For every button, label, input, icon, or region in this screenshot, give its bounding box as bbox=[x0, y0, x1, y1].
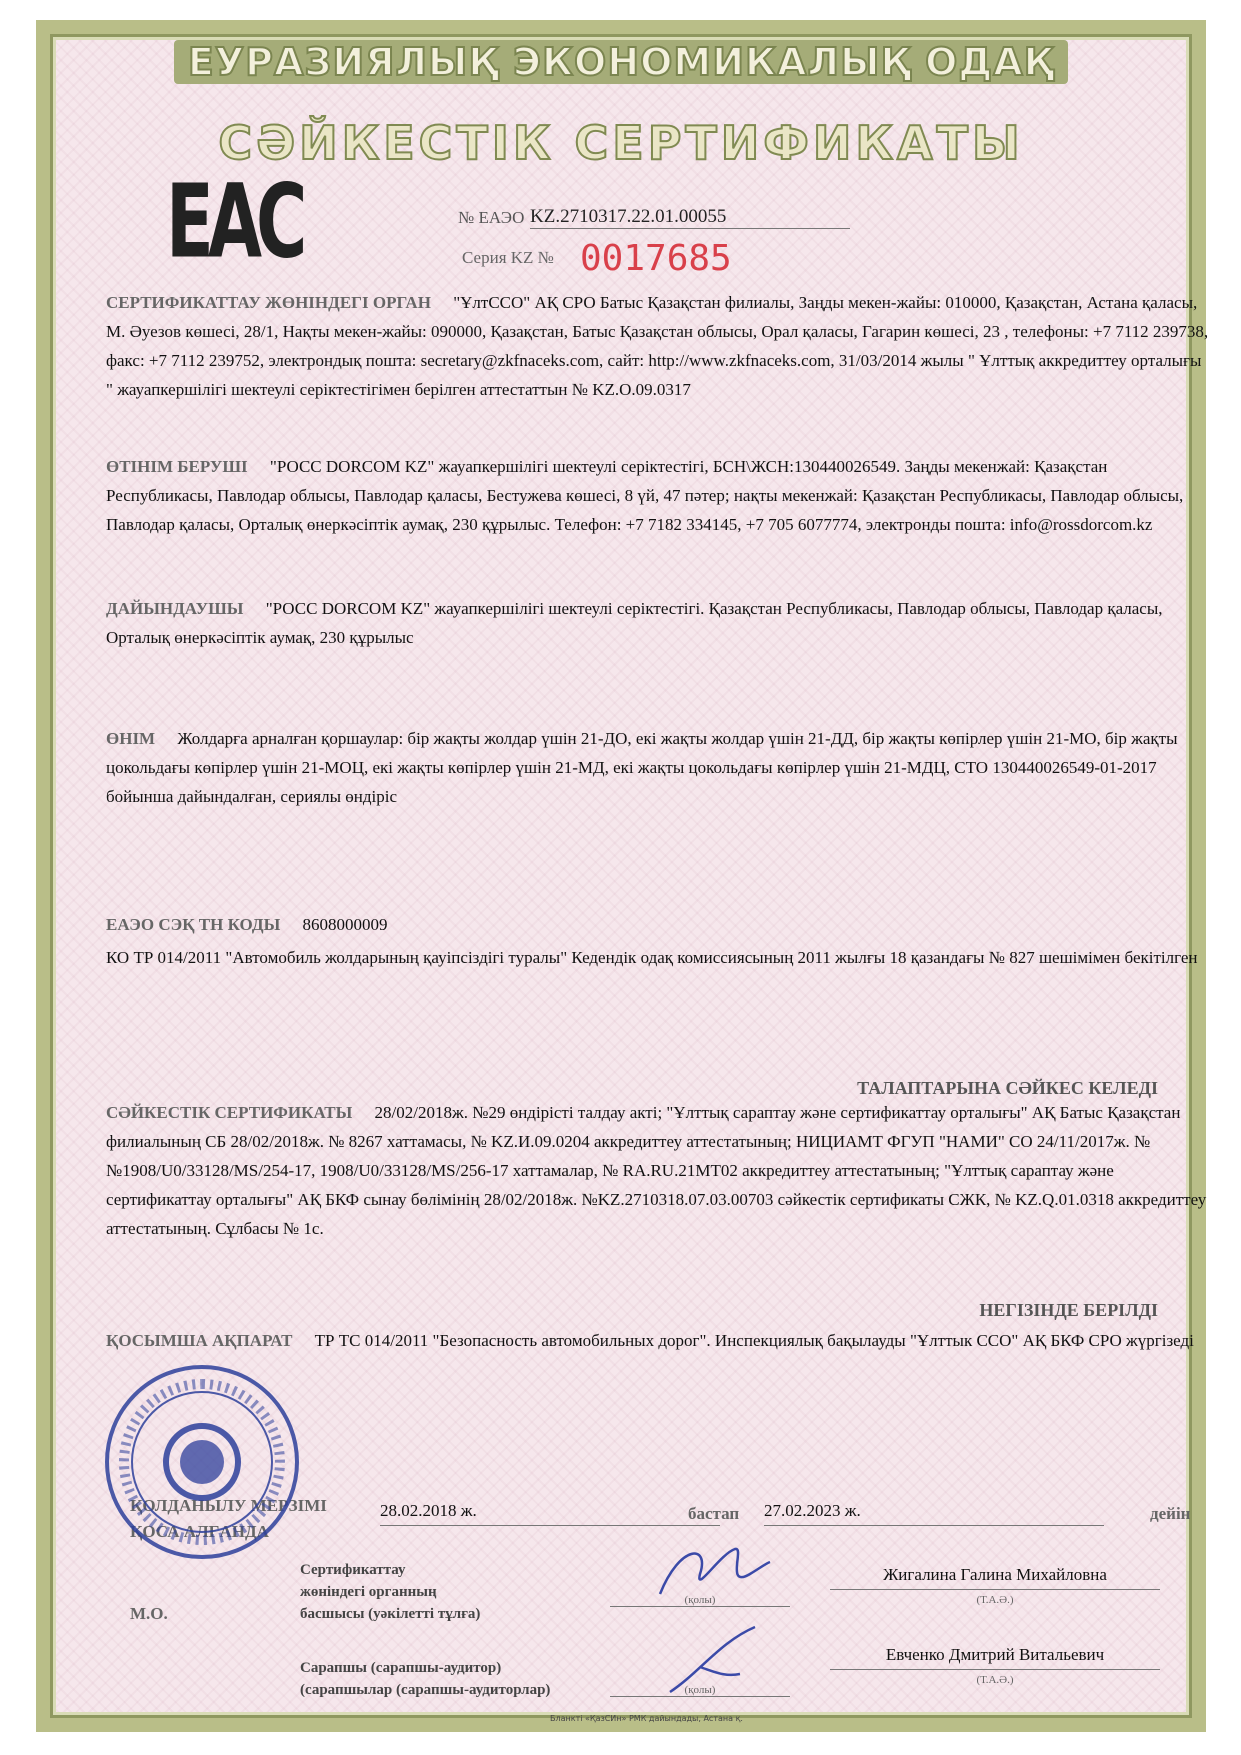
manufacturer-label: ДАЙЫНДАУШЫ bbox=[106, 599, 244, 618]
valid-to-date: 27.02.2023 ж. bbox=[764, 1496, 1104, 1526]
tn-code-value: 8608000009 bbox=[302, 915, 388, 934]
head-name: Жигалина Галина Михайловна bbox=[830, 1560, 1160, 1590]
product-section bbox=[106, 724, 1212, 811]
valid-from-date: 28.02.2018 ж. bbox=[380, 1496, 720, 1526]
series-number: 0017685 bbox=[580, 238, 732, 279]
tn-code-section bbox=[106, 910, 1212, 972]
manufacturer-text: "РОСС DORCOM KZ" жауапкершілігі шектеулі серіктестігі. Қазақстан Республикасы, Павлодар облысы, Павлодар қаласы, Орталық өнеркәсіптік аумақ, 230 құрылыс bbox=[106, 599, 1163, 647]
product-text: Жолдарға арналған қоршаулар: бір жақты жолдар үшін 21-ДО, екі жақты жолдар үшін 21-ДД, бір жақты көпірлер үшін 21-МО, бір жақты цокольдағы көпірлер үшін 21-МОЦ, екі жақты көпірлер үшін 21-МД, екі жақты цокольдағы көпірлер үшін 21-МДЦ, СТО 130440026549-01-2017 бойынша дайындалған, сериялы өндіріс bbox=[106, 729, 1178, 806]
number-label: № ЕАЭО bbox=[458, 208, 525, 227]
additional-info-label: ҚОСЫМША АҚПАРАТ bbox=[106, 1331, 293, 1350]
head-signature-caption: (қолы) bbox=[610, 1594, 790, 1607]
valid-to-word: дейін bbox=[1150, 1504, 1191, 1523]
number-value: KZ.2710317.22.01.00055 bbox=[530, 206, 850, 229]
tn-code-label: ЕАЭО СЭҚ ТН КОДЫ bbox=[106, 915, 281, 934]
head-label-line1: Сертификаттау bbox=[300, 1562, 406, 1578]
certificate-title: СӘЙКЕСТІК СЕРТИФИКАТЫ bbox=[218, 116, 1024, 170]
head-label-line2: жөніндегі органның bbox=[300, 1584, 437, 1600]
validity-inclusive-label: ҚОСА АЛҒАНДА bbox=[130, 1522, 269, 1541]
expert-name: Евченко Дмитрий Витальевич bbox=[830, 1640, 1160, 1670]
blank-footnote: Бланкті «ҚазСИн» РМК дайындады, Астана қ. bbox=[550, 1714, 743, 1723]
product-label: ӨНІМ bbox=[106, 729, 156, 748]
series-label: Серия KZ № bbox=[462, 248, 554, 267]
expert-label-line2: (сарапшылар (сарапшы-аудиторлар) bbox=[300, 1682, 551, 1698]
official-seal bbox=[102, 1362, 302, 1562]
certification-body-text: "ҰлтССО" АҚ СРО Батыс Қазақстан филиалы, Заңды мекен-жайы: 010000, Қазақстан, Астана қаласы, М. Әуезов көшесі, 28/1, Нақты мекен-жайы: 090000, Қазақстан, Батыс Қазақстан облысы, Орал қаласы, Гагарин көшесі, 23 , телефоны: +7 7112 239738, факс: +7 7112 239752, электрондық пошта: secretary@zkfnaceks.com, сайт: http://www.zkfnaceks.com, 31/03/2014 жылы " Ұлттық аккредиттеу орталығы " жауапкершілігі шектеулі серіктестігімен берілген аттестаттын № KZ.O.09.0317 bbox=[106, 293, 1209, 399]
certification-body-label: СЕРТИФИКАТТАУ ЖӨНІНДЕГІ ОРГАН bbox=[106, 293, 431, 312]
additional-info-section bbox=[106, 1326, 1212, 1355]
certificate-sheet bbox=[36, 20, 1209, 1732]
certificate-basis-section bbox=[106, 1098, 1212, 1243]
valid-from-word: бастап bbox=[688, 1504, 740, 1523]
additional-info-text: ТР ТС 014/2011 "Безопасность автомобильных дорог". Инспекциялық бақылауды "Ұлттык ССО" АҚ БКФ СРО жүргізеді bbox=[314, 1331, 1194, 1350]
union-title: ЕУРАЗИЯЛЫҚ ЭКОНОМИКАЛЫҚ ОДАҚ bbox=[50, 40, 1192, 84]
head-label-line3: басшысы (уәкілетті тұлға) bbox=[300, 1606, 481, 1622]
applicant-label: ӨТІНІМ БЕРУШІ bbox=[106, 457, 248, 476]
seal-place-label: М.О. bbox=[130, 1604, 168, 1623]
expert-label-line1: Сарапшы (сарапшы-аудитор) bbox=[300, 1660, 502, 1676]
tn-code-text: КО ТР 014/2011 "Автомобиль жолдарының қауіпсіздігі туралы" Кедендік одақ комиссиясының 2011 жылғы 18 қазандағы № 827 шешімімен бекітілген bbox=[106, 948, 1198, 967]
applicant-text: "РОСС DORCOM KZ" жауапкершілігі шектеулі серіктестігі, БСН\ЖСН:130440026549. Заңды мекенжай: Қазақстан Республикасы, Павлодар облысы, Павлодар қаласы, Бестужева көшесі, 8 үй, 47 пәтер; нақты мекенжай: Қазақстан Республикасы, Павлодар облысы, Павлодар қаласы, Орталық өнеркәсіптік аумақ, 230 құрылыс. Телефон: +7 7182 334145, +7 705 6077774, электронды пошта: info@rossdorcom.kz bbox=[106, 457, 1184, 534]
certificate-basis-text: 28/02/2018ж. №29 өндірісті талдау акті; "Ұлттық сараптау және сертификаттау орталығы" АҚ Батыс Қазақстан филиалының СБ 28/02/2018ж. № 8267 хаттамасы, № KZ.И.09.0204 аккредиттеу аттестатының; НИЦИАМТ ФГУП "НАМИ" СО 24/11/2017ж. №№1908/U0/33128/MS/254-17, 1908/U0/33128/MS/256-17 хаттамалар, № RA.RU.21MT02 аккредиттеу аттестатының; "Ұлттық сараптау және сертификаттау орталығы" АҚ БКФ сынау бөлімінің 28/02/2018ж. №KZ.2710318.07.03.00703 сәйкестік сертификаты СЖК, № KZ.Q.01.0318 аккредиттеу аттестатының. Сұлбасы № 1с. bbox=[106, 1103, 1207, 1238]
validity-label: ҚОЛДАНЫЛУ МЕРЗІМІ bbox=[130, 1496, 327, 1515]
expert-name-caption: (Т.А.Ә.) bbox=[976, 1674, 1014, 1686]
compliance-heading: ТАЛАПТАРЫНА СӘЙКЕС КЕЛЕДІ bbox=[857, 1078, 1158, 1098]
manufacturer-section bbox=[106, 594, 1212, 652]
certification-body-section bbox=[106, 288, 1212, 404]
eac-logo: EAC bbox=[166, 162, 302, 281]
certificate-basis-label: СӘЙКЕСТІК СЕРТИФИКАТЫ bbox=[106, 1103, 353, 1122]
head-name-caption: (Т.А.Ә.) bbox=[976, 1594, 1014, 1606]
expert-signature-caption: (қолы) bbox=[610, 1684, 790, 1697]
applicant-section bbox=[106, 452, 1212, 539]
issued-heading: НЕГІЗІНДЕ БЕРІЛДІ bbox=[979, 1300, 1158, 1320]
